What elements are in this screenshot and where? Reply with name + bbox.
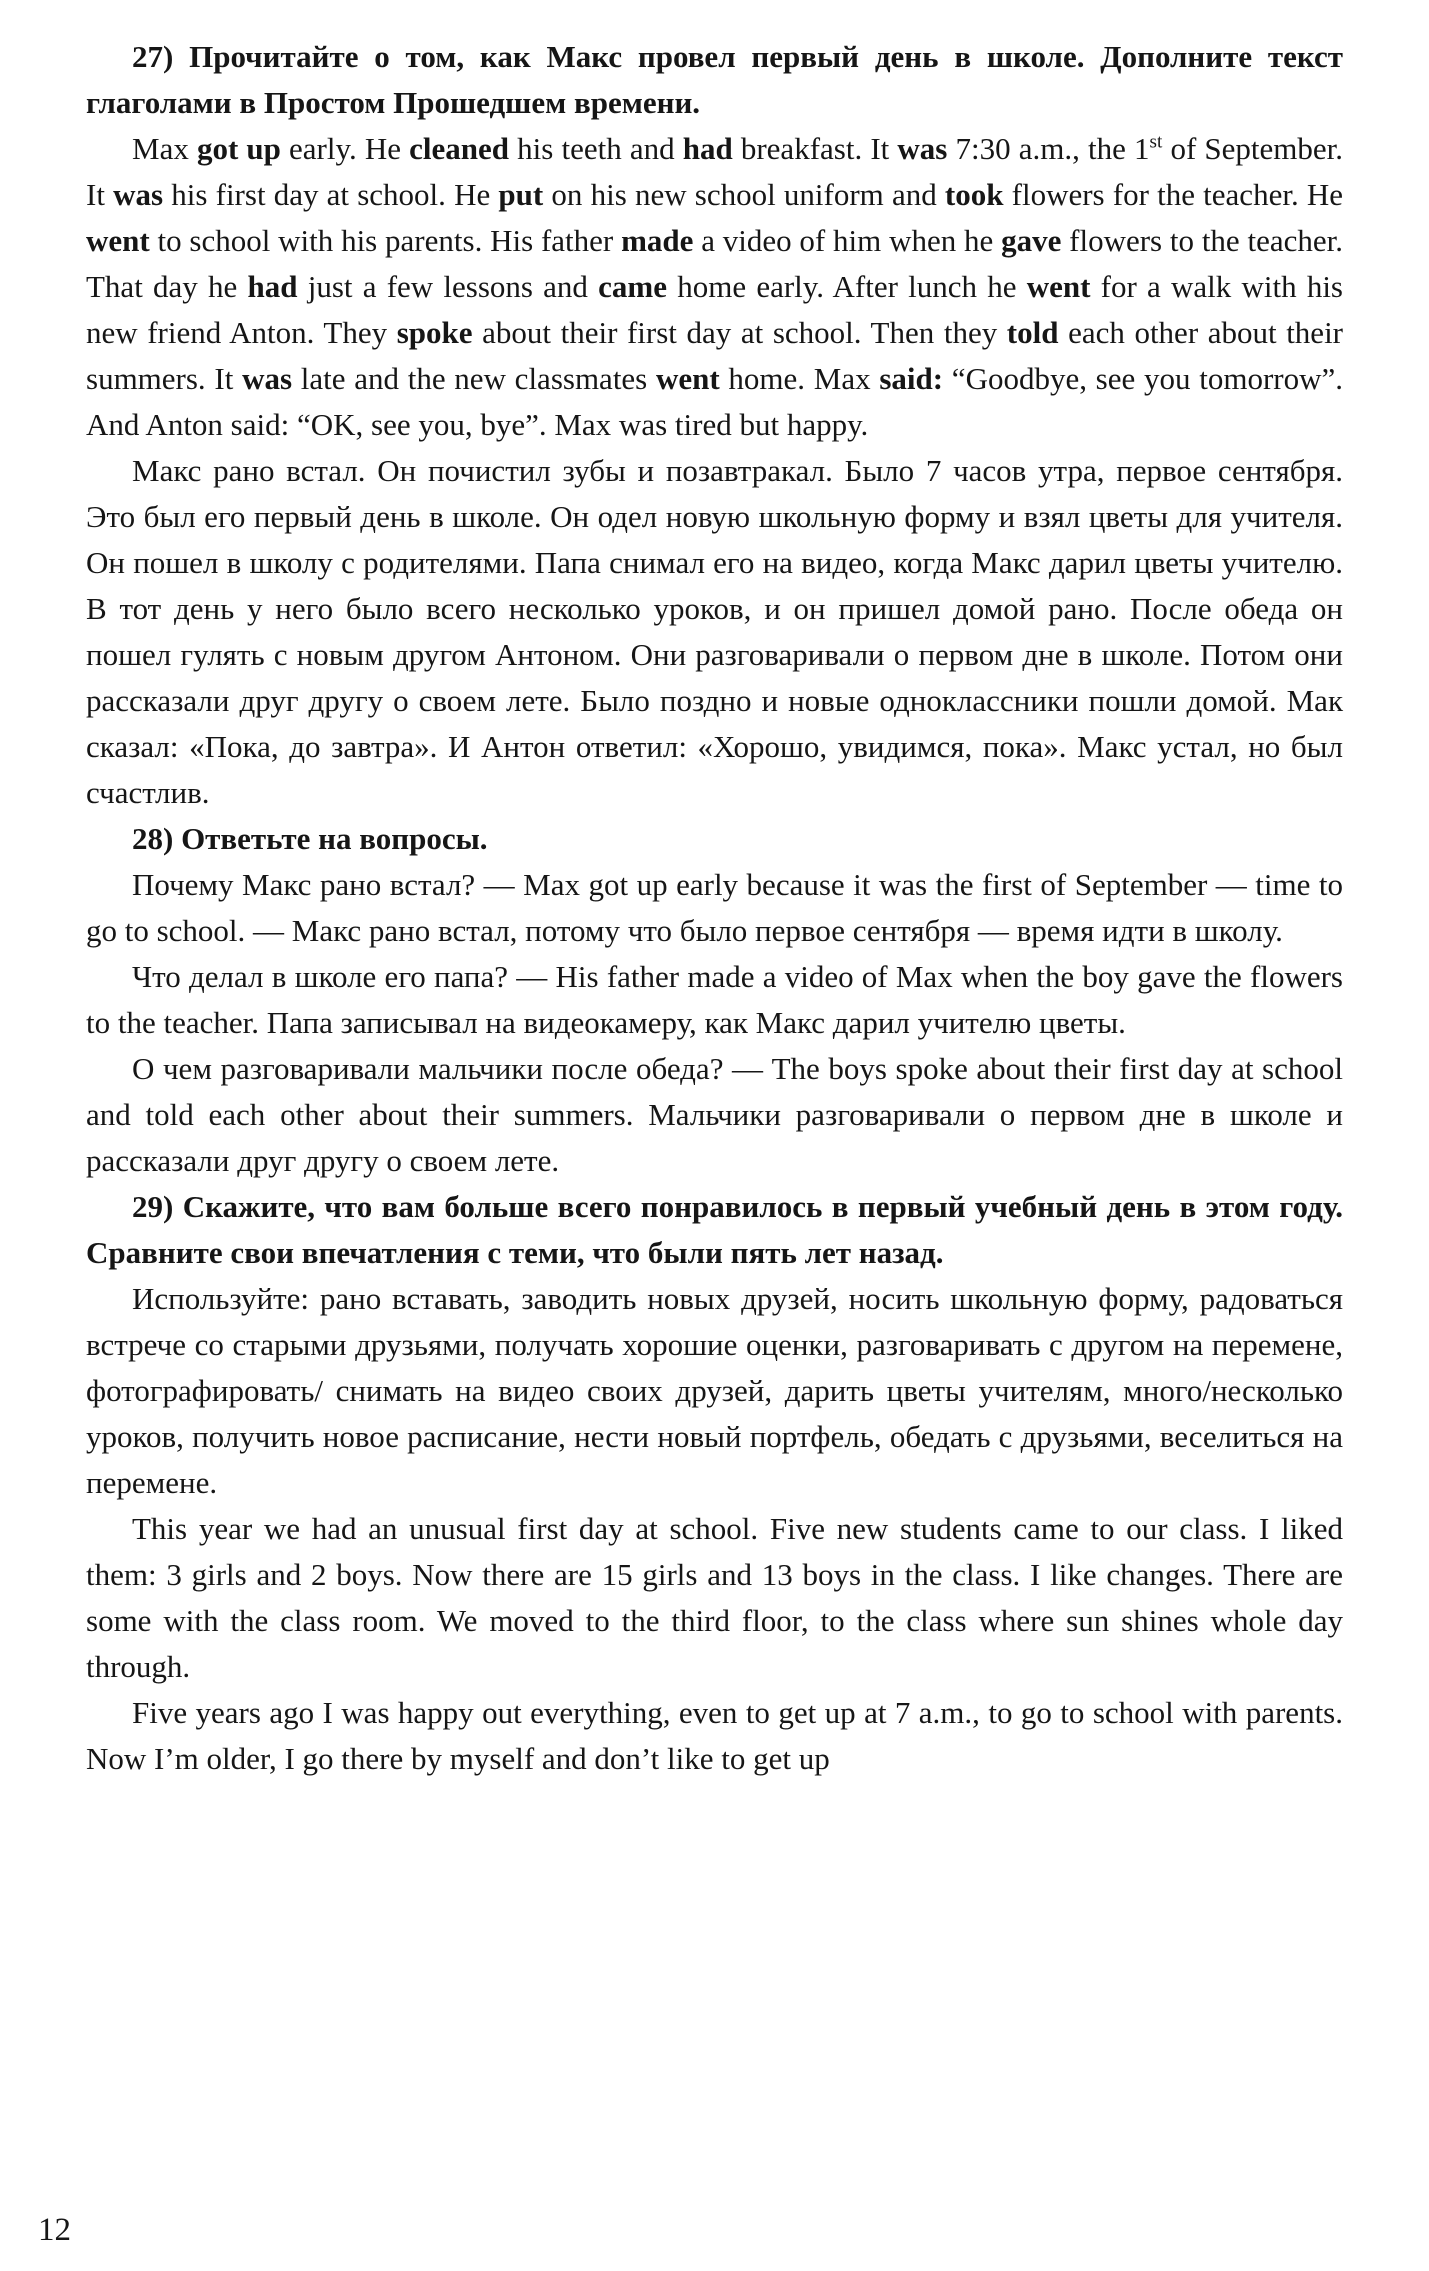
exercise-29-answer-paragraph-2: Five years ago I was happy out everything, even to get up at 7 a.m., to go to school with parents. Now I’m older, I go there by myself and don’t like to get up	[86, 1695, 1343, 1776]
page-content	[86, 34, 1343, 1782]
exercise-29-heading: 29) Скажите, что вам больше всего понравилось в первый учебный день в этом году. Сравните свои впечатления с теми, что были пять лет назад.	[86, 1189, 1343, 1270]
exercise-27-heading: 27) Прочитайте о том, как Макс провел первый день в школе. Дополните текст глаголами в Простом Прошедшем времени.	[86, 39, 1343, 120]
exercise-27-text-russian: Макс рано встал. Он почистил зубы и позавтракал. Было 7 часов утра, первое сентября. Это был его первый день в школе. Он одел новую школьную форму и взял цветы для учителя. Он пошел в школу с родителями. Папа снимал его на видео, когда Макс дарил цветы учителю. В тот день у него было всего несколько уроков, и он пришел домой рано. После обеда он пошел гулять с новым другом Антоном. Они разговаривали о первом дне в школе. Потом они рассказали друг другу о своем лете. Было поздно и новые одноклассники пошли домой. Мак сказал: «Пока, до завтра». И Антон ответил: «Хорошо, увидимся, пока». Макс устал, но был счастлив.	[86, 453, 1343, 810]
exercise-28-answer-2: Что делал в школе его папа? — His father made a video of Max when the boy gave the flowers to the teacher. Папа записывал на видеокамеру, как Макс дарил учителю цветы.	[86, 959, 1343, 1040]
exercise-28-answer-3: О чем разговаривали мальчики после обеда? — The boys spoke about their first day at school and told each other about their summers. Мальчики разговаривали о первом дне в школе и рассказали друг другу о своем лете.	[86, 1051, 1343, 1178]
exercise-28-heading: 28) Ответьте на вопросы.	[132, 821, 488, 856]
exercise-29-hints: Используйте: рано вставать, заводить новых друзей, носить школьную форму, радоваться встрече со старыми друзьями, получать хорошие оценки, разговаривать с другом на перемене, фотографировать/ снимать на видео своих друзей, дарить цветы учителям, много/несколько уроков, получить новое расписание, нести новый портфель, обедать с друзьями, веселиться на перемене.	[86, 1281, 1343, 1500]
page-number: 12	[38, 2212, 71, 2248]
exercise-29-answer-paragraph-1: This year we had an unusual first day at school. Five new students came to our class. I liked them: 3 girls and 2 boys. Now there are 15 girls and 13 boys in the class. I like changes. There are some with the class room. We moved to the third floor, to the class where sun shines whole day through.	[86, 1511, 1343, 1684]
exercise-28-answer-1: Почему Макс рано встал? — Max got up early because it was the first of September — time to go to school. — Макс рано встал, потому что было первое сентября — время идти в школу.	[86, 867, 1343, 948]
exercise-27-text-english: Max got up early. He cleaned his teeth and had breakfast. It was 7:30 a.m., the 1st of September. It was his first day at school. He put on his new school uniform and took flowers for the teacher. He went to school with his parents. His father made a video of him when he gave flowers to the teacher. That day he had just a few lessons and came home early. After lunch he went for a walk with his new friend Anton. They spoke about their first day at school. Then they told each other about their summers. It was late and the new classmates went home. Max said: “Goodbye, see you tomorrow”. And Anton said: “OK, see you, bye”. Max was tired but happy.	[86, 131, 1344, 442]
